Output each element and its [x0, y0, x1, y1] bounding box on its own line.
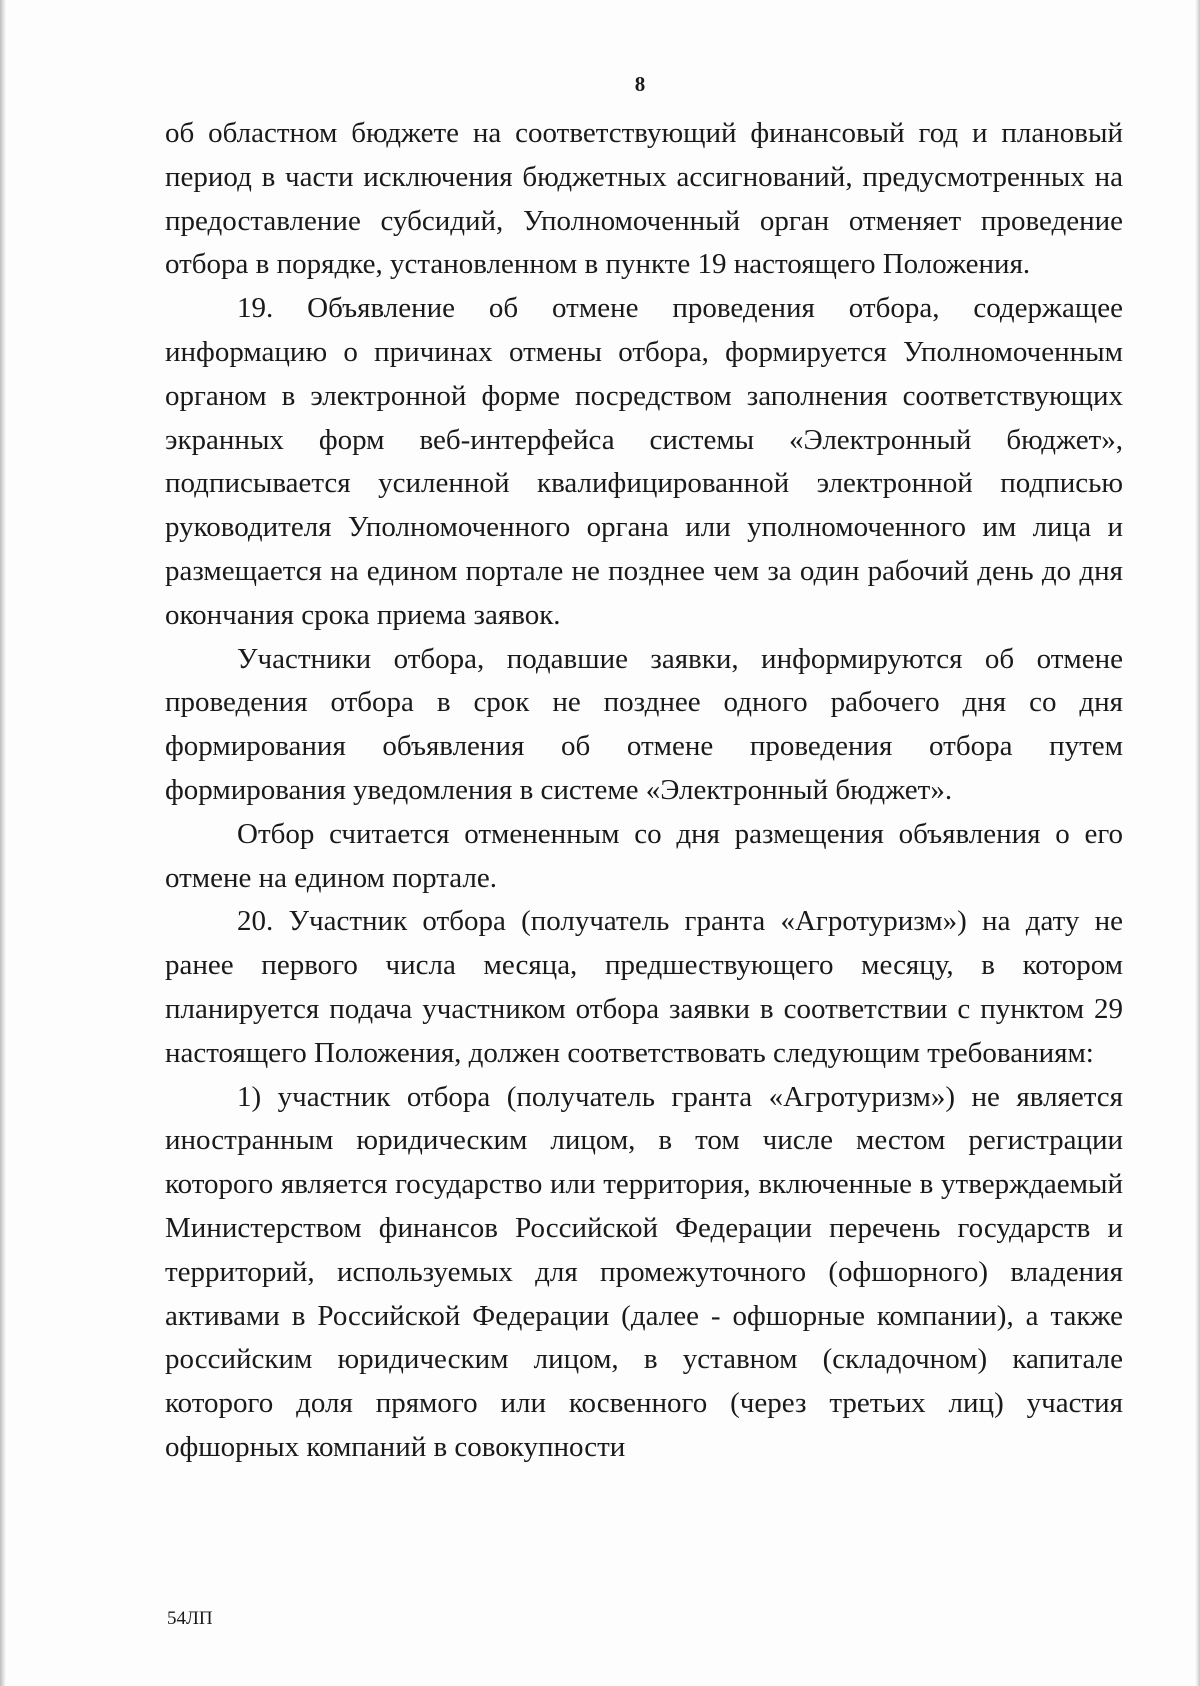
paragraph-item-19: 19. Объявление об отмене проведения отбора, содержащее информацию о причинах отмены отбора, формируется Уполномоченным органом в электронной форме посредством заполнения соответствующих экранных форм веб-интерфейса системы «Электронный бюджет», подписывается усиленной квалифицированной электронной подписью руководителя Уполномоченного органа или уполномоченного им лица и размещается на едином портале не позднее чем за один рабочий день до дня окончания срока приема заявок. [165, 292, 1123, 631]
scan-edge-left [0, 0, 6, 1686]
paragraph-selection-cancelled: Отбор считается отмененным со дня размещения объявления о его отмене на едином портале. [165, 817, 1123, 894]
scan-edge-right [1195, 0, 1200, 1686]
paragraph-item-20: 20. Участник отбора (получатель гранта «Агротуризм») на дату не ранее первого числа месяца, предшествующего месяцу, в котором планируется подача участником отбора заявки в соответствии с пунктом 29 настоящего Положения, должен соответствовать следующим требованиям: [165, 905, 1123, 1069]
paragraph-continuation: об областном бюджете на соответствующий финансовый год и плановый период в части исключения бюджетных ассигнований, предусмотренных на предоставление субсидий, Уполномоченный орган отменяет проведение отбора в порядке, установленном в пункте 19 настоящего Положения. [165, 117, 1123, 281]
page-number: 8 [634, 72, 646, 96]
paragraph-participants-notification: Участники отбора, подавшие заявки, информируются об отмене проведения отбора в срок не позднее одного рабочего дня со дня формирования объявления об отмене проведения отбора путем формирования уведомления в системе «Электронный бюджет». [165, 642, 1123, 806]
document-body [165, 112, 1123, 1470]
paragraph-requirement-1: 1) участник отбора (получатель гранта «Агротуризм») не является иностранным юридическим лицом, в том числе местом регистрации которого является государство или территория, включенные в утверждаемый Министерством финансов Российской Федерации перечень государств и территорий, используемых для промежуточного (офшорного) владения активами в Российской Федерации (далее - офшорные компании), а также российским юридическим лицом, в уставном (складочном) капитале которого доля прямого или косвенного (через третьих лиц) участия офшорных компаний в совокупности [165, 1080, 1123, 1463]
footer-document-code: 54ЛП [167, 1608, 213, 1629]
